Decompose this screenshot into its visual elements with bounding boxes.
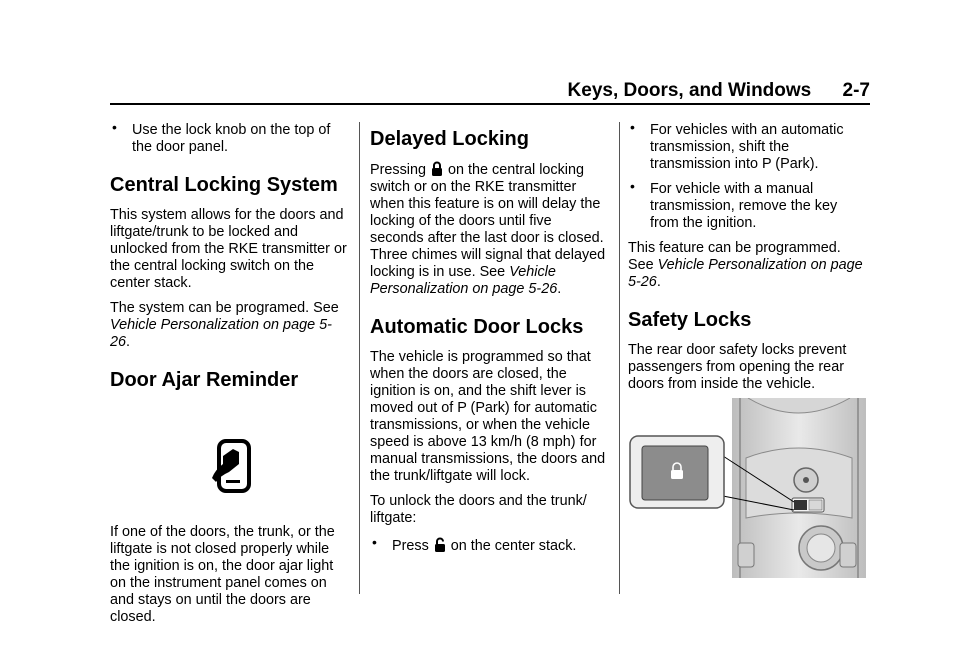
column-3 <box>628 122 868 401</box>
cross-reference: Vehicle Personalization on page 5-26 <box>370 264 558 297</box>
section-heading-automatic-door-locks: Automatic Door Locks <box>370 316 584 338</box>
cross-reference: Vehicle Personalization on page 5-26 <box>110 317 332 350</box>
column-1 <box>110 122 348 634</box>
list-item: • For vehicle with a manual transmission, remove the key from the ignition. <box>628 181 868 232</box>
paragraph-text: This feature can be programmed. See <box>628 240 841 273</box>
list-item-text: Press <box>392 538 429 554</box>
paragraph-text: on the central locking switch or on the RKE transmitter when this feature is on will delay the locking of the doors until five seconds after the last door is closed. Three chimes will signal that delayed locking is in use. See <box>370 162 606 280</box>
paragraph-text: Pressing <box>370 162 426 178</box>
paragraph-text: The system can be programed. See <box>110 300 339 316</box>
column-divider <box>619 122 620 594</box>
paragraph: If one of the doors, the trunk, or the liftgate is not closed properly while the ignition is on, the door ajar light on the instrument panel comes on and stays on until the doors are closed. <box>110 524 335 625</box>
unlock-icon <box>434 537 446 553</box>
punctuation: . <box>656 274 661 290</box>
section-heading-central-locking: Central Locking System <box>110 174 338 196</box>
punctuation: . <box>126 334 131 350</box>
paragraph: The vehicle is programmed so that when the doors are closed, the ignition is on, and the shift lever is moved out of P (Park) for automatic transmissions, or when the vehicle speed is above 13 km/h (8 mph) for manual transmissions, the doors and the trunk/liftgate will lock. <box>370 349 606 484</box>
paragraph <box>370 161 606 298</box>
section-heading-door-ajar: Door Ajar Reminder <box>110 369 299 391</box>
list-item: • For vehicles with an automatic transmission, shift the transmission into P (Park). <box>628 122 868 173</box>
paragraph: The rear door safety locks prevent passengers from opening the rear doors from inside the vehicle. <box>628 342 847 392</box>
section-title: Keys, Doors, and Windows <box>567 80 812 101</box>
list-item: • Use the lock knob on the top of the door panel. <box>110 122 348 156</box>
section-heading-safety-locks: Safety Locks <box>628 309 752 331</box>
page-number: 2-7 <box>842 80 870 101</box>
list-item <box>370 537 606 555</box>
center-console-safety-lock-illustration <box>628 398 866 578</box>
door-ajar-icon <box>205 438 253 494</box>
punctuation: . <box>557 281 562 297</box>
paragraph: This system allows for the doors and liftgate/trunk to be locked and unlocked from the RKE transmitter or the central locking switch on the center stack. <box>110 207 347 291</box>
cross-reference: Vehicle Personalization on page 5-26 <box>628 257 863 290</box>
header-rule <box>110 103 870 105</box>
list-item-text: on the center stack. <box>450 538 577 554</box>
paragraph <box>628 240 868 291</box>
column-2 <box>370 122 606 563</box>
paragraph: To unlock the doors and the trunk/ liftgate: <box>370 493 587 526</box>
lock-icon <box>431 161 443 177</box>
paragraph <box>110 300 348 351</box>
section-heading-delayed-locking: Delayed Locking <box>370 128 529 150</box>
column-divider <box>359 122 360 594</box>
